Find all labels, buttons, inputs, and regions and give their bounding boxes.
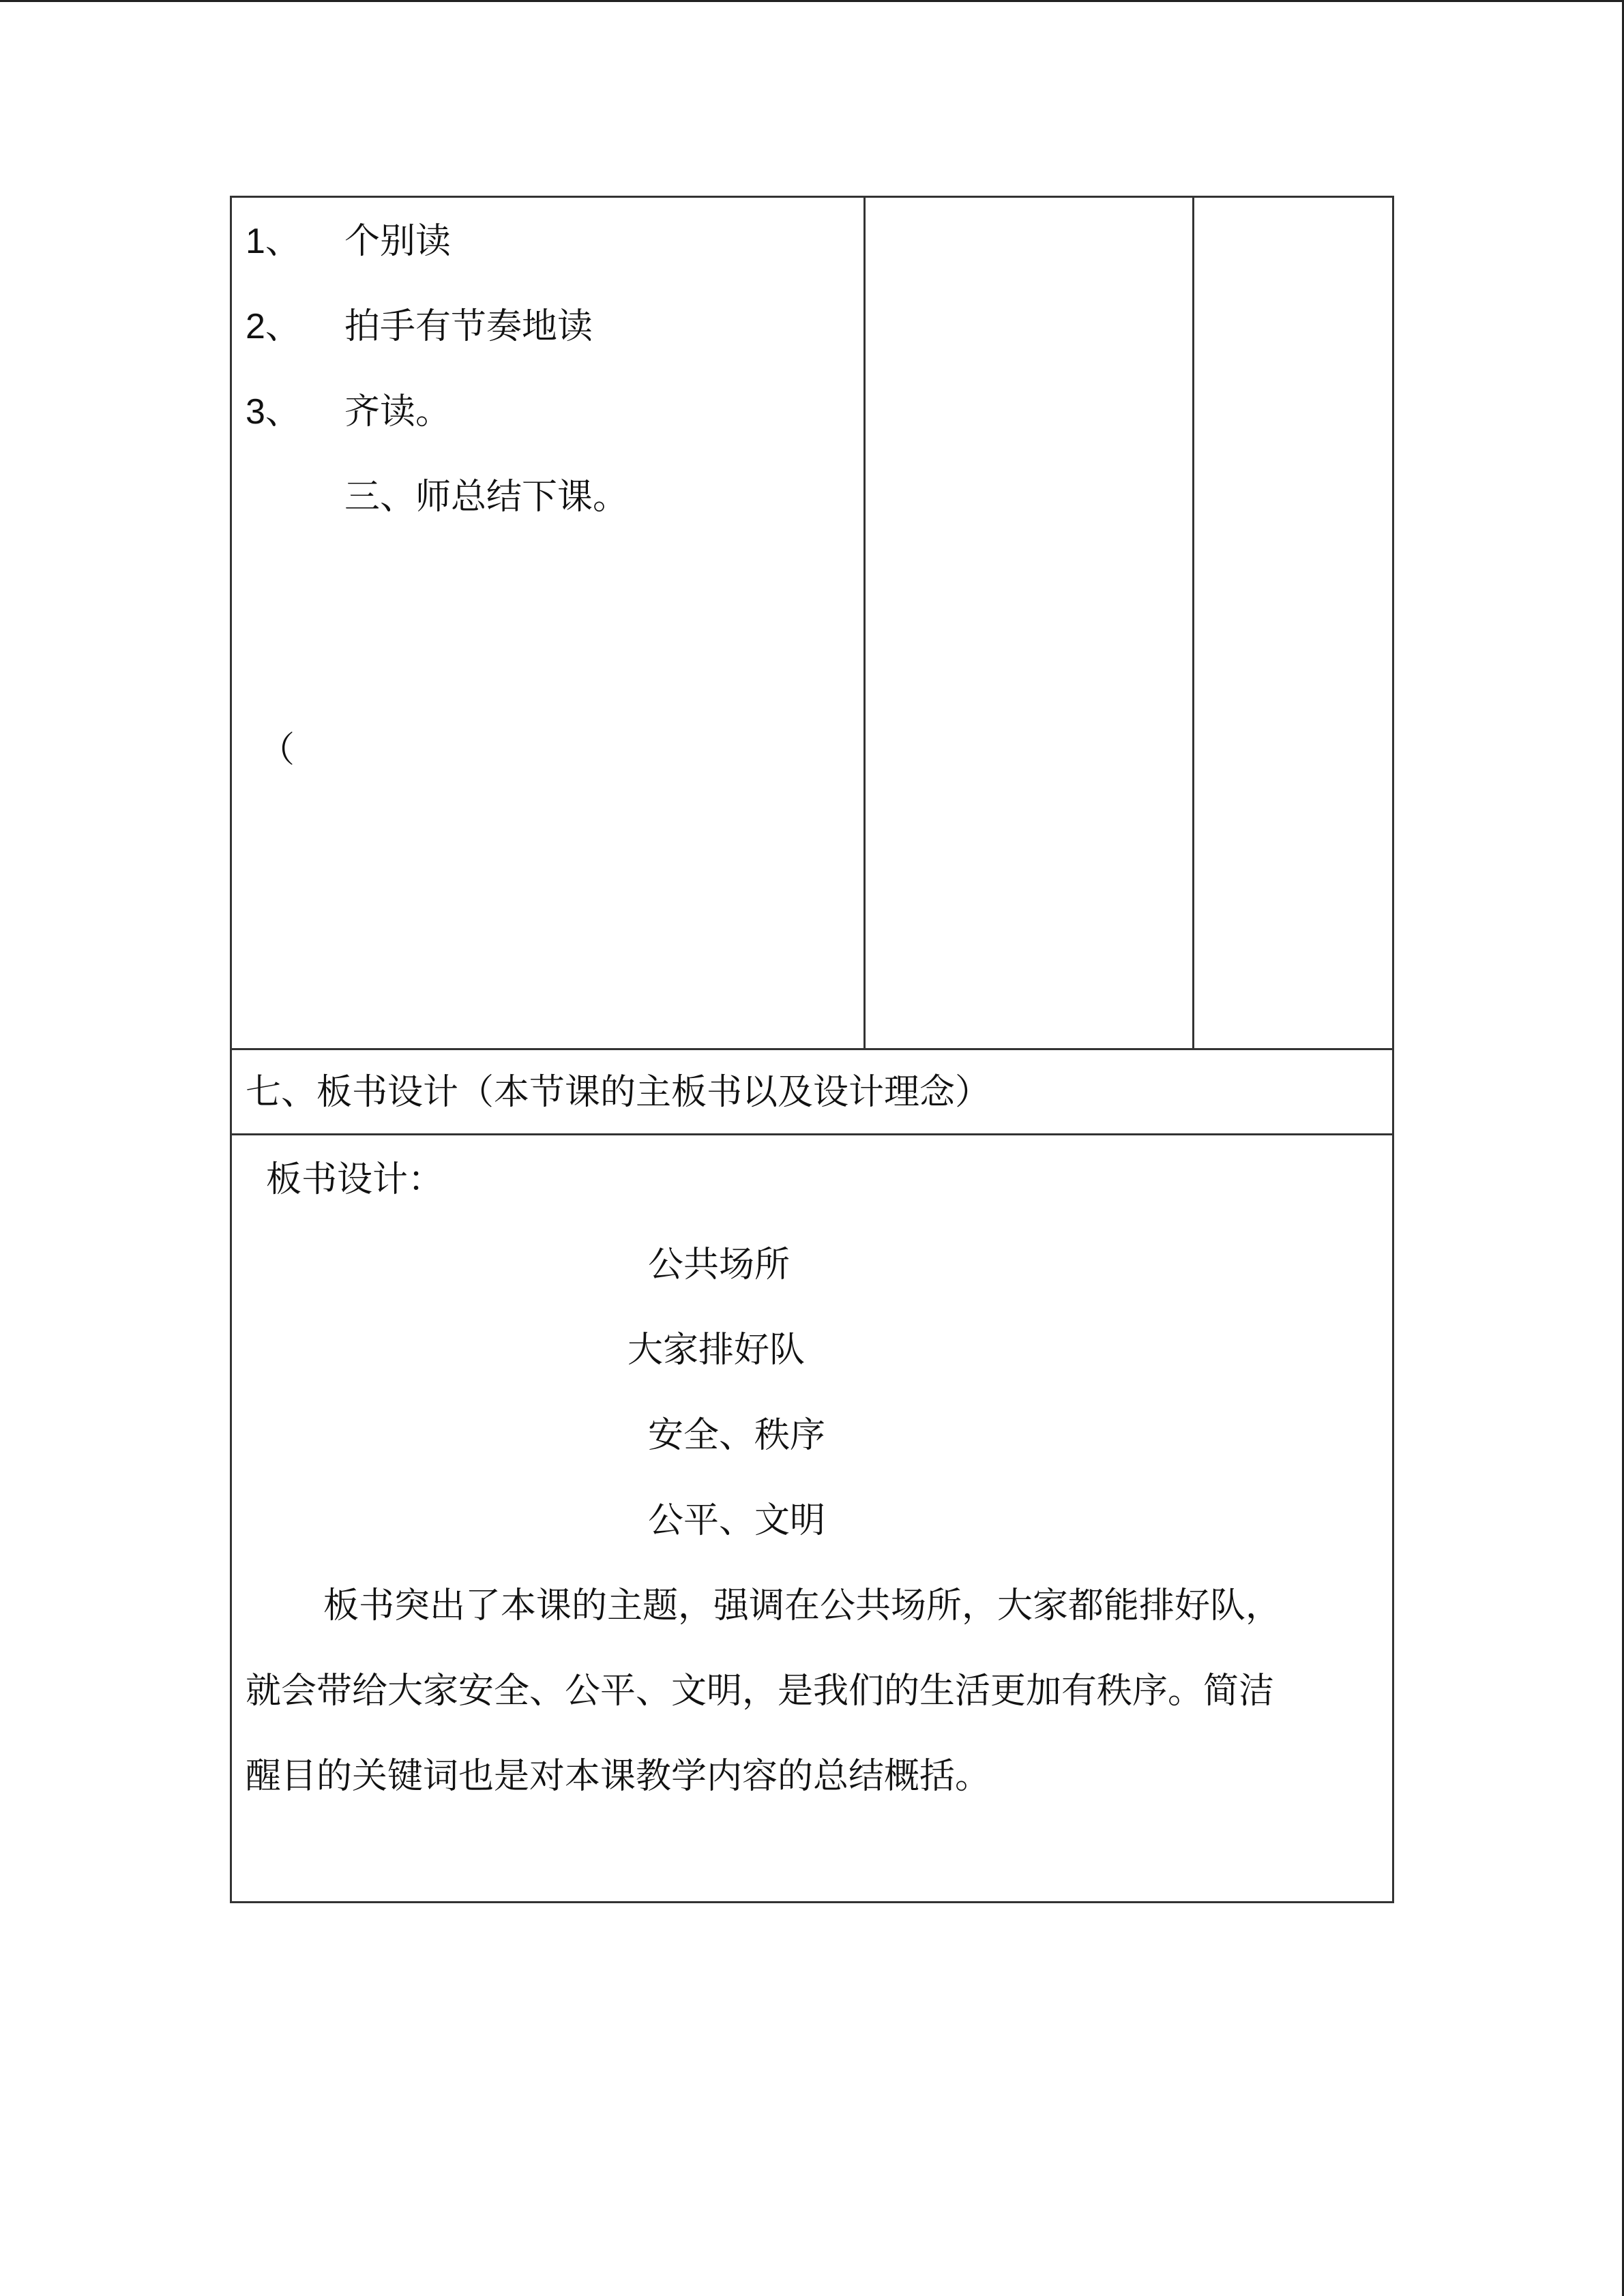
board-line-3: 安全、秩序	[648, 1415, 826, 1456]
step-1-text: 个别读	[344, 221, 452, 262]
stray-parenthesis: （	[259, 730, 295, 771]
column-divider-1	[863, 196, 866, 1050]
table-top-border	[230, 196, 1394, 198]
row-divider-1	[230, 1048, 1394, 1050]
column-divider-2	[1192, 196, 1194, 1050]
board-line-2: 大家排好队	[628, 1330, 806, 1371]
table-left-border	[230, 196, 232, 1903]
summary-line: 三、师总结下课。	[344, 477, 629, 518]
board-line-1: 公共场所	[648, 1244, 791, 1285]
step-2-number: 2、	[246, 307, 301, 346]
board-label: 板书设计：	[266, 1159, 444, 1200]
step-3-number: 3、	[246, 392, 301, 432]
step-3-text: 齐读。	[344, 391, 452, 432]
explanation-line-3: 醒目的关键词也是对本课教学内容的总结概括。	[246, 1756, 991, 1797]
board-line-4: 公平、文明	[648, 1500, 826, 1541]
table-right-border	[1392, 196, 1394, 1903]
section-heading: 七、板书设计（本节课的主板书以及设计理念）	[246, 1072, 991, 1113]
table-bottom-border	[230, 1901, 1394, 1903]
explanation-line-2: 就会带给大家安全、公平、文明，是我们的生活更加有秩序。简洁	[246, 1671, 1275, 1712]
step-1-number: 1、	[246, 222, 301, 261]
explanation-line-1: 板书突出了本课的主题，强调在公共场所，大家都能排好队，	[323, 1585, 1282, 1626]
page-top-border	[0, 0, 1624, 2]
row-divider-2	[230, 1133, 1394, 1135]
step-2-text: 拍手有节奏地读	[344, 306, 593, 347]
